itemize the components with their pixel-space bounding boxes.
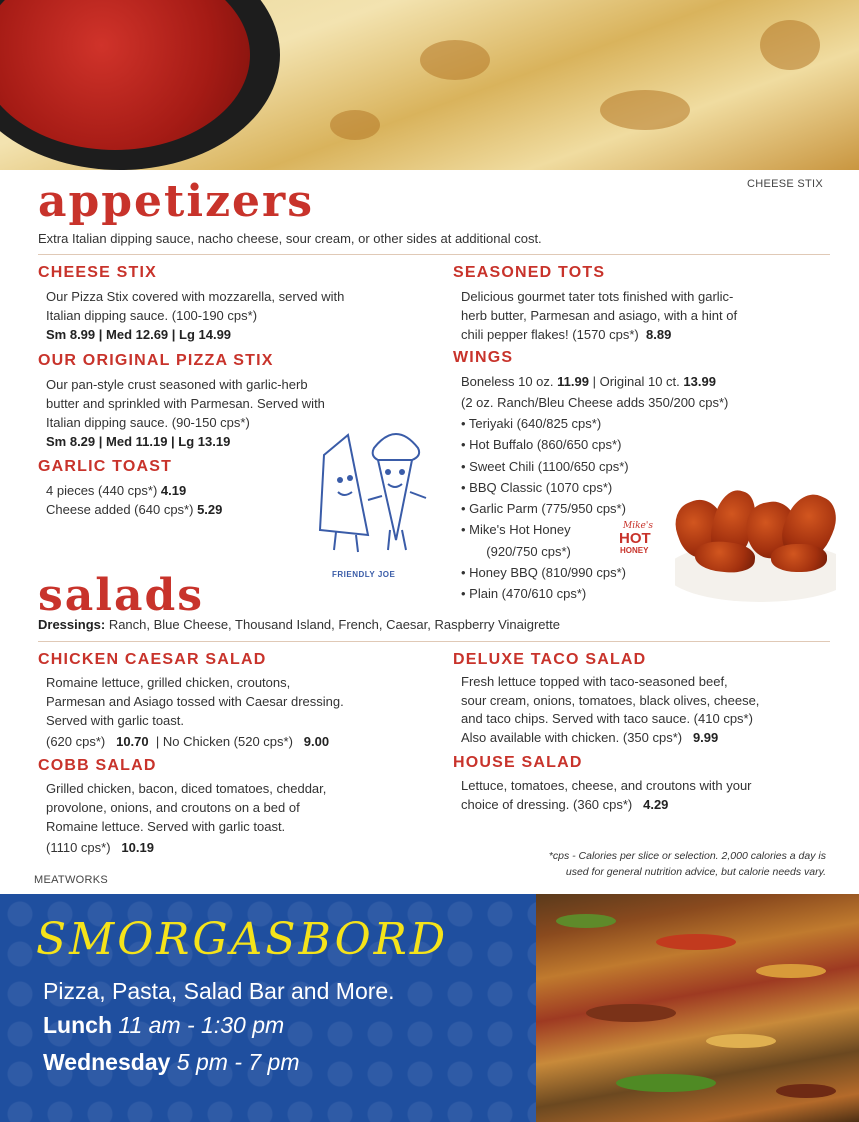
pizza-stix-desc: Our pan-style crust seasoned with garlic-herb butter and sprinkled with Parmesan. Served with Italian dipping sauce. (90-150 cps*) Sm 8.29 | Med 11.19 | Lg 13.19 bbox=[46, 377, 325, 449]
lunch-hours: Lunch 11 am - 1:30 pm bbox=[43, 1012, 285, 1038]
garlic-toast-desc: 4 pieces (440 cps*) 4.19 Cheese added (640 cps*) 5.29 bbox=[46, 483, 223, 517]
hero-cheese-stix-photo bbox=[0, 0, 859, 170]
taco-salad-desc: Fresh lettuce topped with taco-seasoned beef, sour cream, onions, tomatoes, black olives, cheese, and taco chips. Served with taco sauce. (410 cps*) Also available with chicken. (350 cps*) 9.99 bbox=[461, 674, 760, 745]
seasoned-tots-title: SEASONED TOTS bbox=[453, 264, 606, 281]
cobb-salad-desc: Grilled chicken, bacon, diced tomatoes, cheddar, provolone, onions, and croutons on a bed of Romaine lettuce. Served with garlic toast. (1110 cps*) 10.19 bbox=[46, 781, 327, 855]
mascot-label: FRIENDLY JOE bbox=[332, 570, 396, 579]
list-item: • Sweet Chili (1100/650 cps*) bbox=[461, 458, 629, 474]
caesar-salad-desc: Romaine lettuce, grilled chicken, croutons, Parmesan and Asiago tossed with Caesar dressing. Served with garlic toast. (620 cps*) 10.70 | No Chicken (520 cps*) 9.00 bbox=[46, 675, 344, 749]
house-salad-desc: Lettuce, tomatoes, cheese, and croutons with your choice of dressing. (360 cps*) 4.29 bbox=[461, 778, 752, 812]
cheese-stix-desc: Our Pizza Stix covered with mozzarella, served with Italian dipping sauce. (100-190 cps*) Sm 8.99 | Med 12.69 | Lg 14.99 bbox=[46, 289, 345, 342]
appetizers-heading: appetizers bbox=[38, 176, 315, 227]
pizza-stix-title: OUR ORIGINAL PIZZA STIX bbox=[38, 352, 274, 369]
wings-photo bbox=[675, 472, 836, 608]
pizza-stix-prices: Sm 8.29 | Med 11.19 | Lg 13.19 bbox=[46, 434, 231, 449]
wings-desc: Boneless 10 oz. 11.99 | Original 10 ct. 13.99 (2 oz. Ranch/Bleu Cheese adds 350/200 cps*) bbox=[461, 374, 729, 410]
mikes-hot-honey-logo: Mike's HOT HONEY bbox=[619, 521, 653, 555]
list-item: • Teriyaki (640/825 cps*) bbox=[461, 416, 602, 431]
seasoned-tots-desc: Delicious gourmet tater tots finished with garlic- herb butter, Parmesan and asiago, with a hint of chili pepper flakes! (1570 cps*) 8.89 bbox=[461, 289, 738, 342]
promo-tagline: Pizza, Pasta, Salad Bar and More. bbox=[43, 978, 395, 1004]
cheese-stix-title: CHEESE STIX bbox=[38, 264, 158, 281]
hero-caption: CHEESE STIX bbox=[747, 178, 824, 190]
list-item: • Honey BBQ (810/990 cps*) bbox=[461, 565, 626, 581]
list-item: • Mike's Hot Honey bbox=[461, 522, 571, 538]
list-item: • BBQ Classic (1070 cps*) bbox=[461, 479, 613, 495]
dressings-line: Dressings: Ranch, Blue Cheese, Thousand Island, French, Caesar, Raspberry Vinaigrette bbox=[38, 617, 560, 632]
smorgasbord-banner bbox=[0, 894, 859, 1122]
wings-flavor-list bbox=[461, 413, 629, 605]
list-item: • Plain (470/610 cps*) bbox=[461, 586, 587, 602]
cheese-stix-prices: Sm 8.99 | Med 12.69 | Lg 14.99 bbox=[46, 327, 232, 342]
calorie-footnote: *cps - Calories per slice or selection. 2,000 calories a day is used for general nutrition advice, but calorie needs vary. bbox=[548, 850, 826, 878]
promo-caption: MEATWORKS bbox=[34, 874, 108, 886]
caesar-salad-title: CHICKEN CAESAR SALAD bbox=[38, 651, 267, 668]
wednesday-hours: Wednesday 5 pm - 7 pm bbox=[43, 1049, 300, 1075]
list-item: • Garlic Parm (775/950 cps*) bbox=[461, 501, 626, 517]
divider bbox=[38, 254, 830, 255]
smorgasbord-title: SMORGASBORD bbox=[36, 914, 449, 965]
cobb-salad-title: COBB SALAD bbox=[38, 757, 157, 774]
salads-heading: salads bbox=[38, 570, 205, 621]
friendly-joe-mascot bbox=[316, 420, 436, 580]
pizza-photo bbox=[536, 894, 859, 1122]
list-item: (920/750 cps*) bbox=[461, 543, 571, 559]
list-item: • Hot Buffalo (860/650 cps*) bbox=[461, 437, 622, 453]
taco-salad-title: DELUXE TACO SALAD bbox=[453, 651, 647, 668]
wings-title: WINGS bbox=[453, 349, 514, 366]
divider bbox=[38, 641, 830, 642]
garlic-toast-title: GARLIC TOAST bbox=[38, 458, 173, 475]
house-salad-title: HOUSE SALAD bbox=[453, 754, 583, 771]
appetizers-note: Extra Italian dipping sauce, nacho cheese, sour cream, or other sides at additional cost. bbox=[38, 231, 542, 246]
